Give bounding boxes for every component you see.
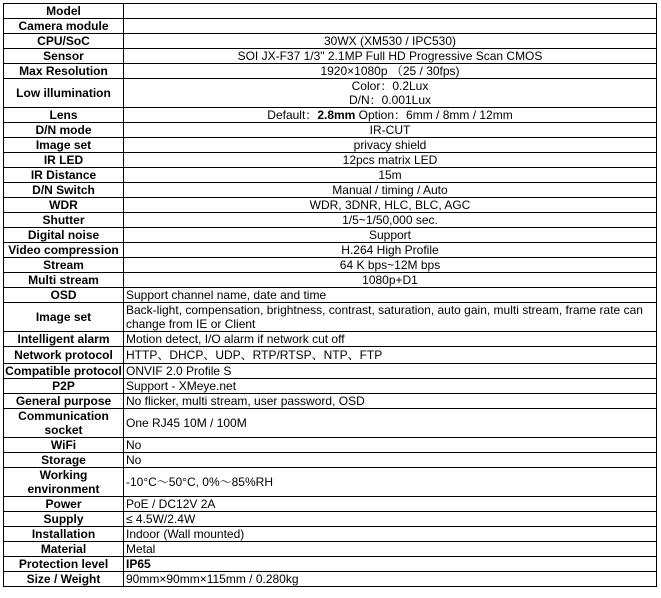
table-row-sensor	[4, 49, 657, 64]
table-row-network-protocol	[4, 347, 657, 364]
value-multi-stream: 1080p+D1	[124, 273, 657, 288]
label-multi-stream: Multi stream	[4, 273, 124, 288]
table-row-osd	[4, 288, 657, 303]
table-row-wifi	[4, 438, 657, 453]
label-osd: OSD	[4, 288, 124, 303]
value-lens-options: Option：6mm / 8mm / 12mm	[355, 108, 513, 122]
value-network-protocol: HTTP、DHCP、UDP、RTP/RTSP、NTP、FTP	[124, 347, 657, 364]
label-general-purpose: General purpose	[4, 394, 124, 409]
table-row-max-resolution	[4, 64, 657, 79]
label-power: Power	[4, 497, 124, 512]
value-stream: 64 K bps~12M bps	[124, 258, 657, 273]
table-row-p2p	[4, 379, 657, 394]
value-ir-led: 12pcs matrix LED	[124, 153, 657, 168]
label-intelligent-alarm: Intelligent alarm	[4, 332, 124, 347]
value-intelligent-alarm: Motion detect, I/O alarm if network cut off	[124, 332, 657, 347]
label-material: Material	[4, 542, 124, 557]
table-row-lens	[4, 108, 657, 123]
value-shutter: 1/5~1/50,000 sec.	[124, 213, 657, 228]
table-row-ir-led	[4, 153, 657, 168]
spec-table	[3, 3, 657, 587]
table-row-low-illumination	[4, 79, 657, 108]
value-supply: ≤ 4.5W/2.4W	[124, 512, 657, 527]
table-row-supply	[4, 512, 657, 527]
table-row-communication-socket	[4, 409, 657, 438]
table-row-dn-switch	[4, 183, 657, 198]
value-communication-socket: One RJ45 10M / 100M	[124, 409, 657, 438]
value-power: PoE / DC12V 2A	[124, 497, 657, 512]
label-model: Model	[4, 4, 124, 19]
table-row-video-compression	[4, 243, 657, 258]
value-wdr: WDR, 3DNR, HLC, BLC, AGC	[124, 198, 657, 213]
value-cpu: 30WX (XM530 / IPC530)	[124, 34, 657, 49]
label-supply: Supply	[4, 512, 124, 527]
label-network-protocol: Network protocol	[4, 347, 124, 364]
table-row-wdr	[4, 198, 657, 213]
label-digital-noise: Digital noise	[4, 228, 124, 243]
value-dn-switch: Manual / timing / Auto	[124, 183, 657, 198]
value-osd: Support channel name, date and time	[124, 288, 657, 303]
label-lens: Lens	[4, 108, 124, 123]
value-size-weight: 90mm×90mm×115mm / 0.280kg	[124, 572, 657, 587]
value-video-compression: H.264 High Profile	[124, 243, 657, 258]
label-installation: Installation	[4, 527, 124, 542]
table-row-multi-stream	[4, 273, 657, 288]
label-ir-distance: IR Distance	[4, 168, 124, 183]
label-dn-switch: D/N Switch	[4, 183, 124, 198]
label-max-resolution: Max Resolution	[4, 64, 124, 79]
value-compatible-protocol: ONVIF 2.0 Profile S	[124, 364, 657, 379]
value-storage: No	[124, 453, 657, 468]
value-lens	[124, 108, 657, 123]
table-row-image-set-2	[4, 303, 657, 332]
value-sensor: SOI JX-F37 1/3" 2.1MP Full HD Progressive Scan CMOS	[124, 49, 657, 64]
label-low-illumination: Low illumination	[4, 79, 124, 108]
table-row-model	[4, 4, 657, 19]
label-image-set-1: Image set	[4, 138, 124, 153]
table-row-shutter	[4, 213, 657, 228]
label-shutter: Shutter	[4, 213, 124, 228]
label-video-compression: Video compression	[4, 243, 124, 258]
value-digital-noise: Support	[124, 228, 657, 243]
value-dn-mode: IR-CUT	[124, 123, 657, 138]
table-row-camera-module	[4, 19, 657, 34]
value-lens-prefix: Default：	[267, 108, 318, 122]
value-model	[124, 4, 657, 19]
table-row-protection-level	[4, 557, 657, 572]
label-dn-mode: D/N mode	[4, 123, 124, 138]
value-low-illumination-color: Color：0.2Lux	[351, 79, 429, 93]
table-row-working-environment	[4, 468, 657, 497]
table-row-storage	[4, 453, 657, 468]
label-compatible-protocol: Compatible protocol	[5, 364, 122, 378]
table-row-installation	[4, 527, 657, 542]
label-protection-level: Protection level	[4, 557, 124, 572]
table-row-general-purpose	[4, 394, 657, 409]
label-working-environment: Working environment	[4, 468, 124, 497]
table-row-dn-mode	[4, 123, 657, 138]
value-protection-level	[124, 557, 657, 572]
label-cpu: CPU/SoC	[4, 34, 124, 49]
value-camera-module	[124, 19, 657, 34]
value-image-set-1: privacy shield	[124, 138, 657, 153]
label-ir-led: IR LED	[4, 153, 124, 168]
label-storage: Storage	[4, 453, 124, 468]
table-row-power	[4, 497, 657, 512]
table-row-image-set-1	[4, 138, 657, 153]
label-size-weight: Size / Weight	[4, 572, 124, 587]
value-max-resolution: 1920×1080p （25 / 30fps)	[124, 64, 657, 79]
label-wifi: WiFi	[4, 438, 124, 453]
value-lens-default: 2.8mm	[317, 108, 356, 122]
value-material: Metal	[124, 542, 657, 557]
value-ir-distance: 15m	[124, 168, 657, 183]
label-wdr: WDR	[4, 198, 124, 213]
table-row-digital-noise	[4, 228, 657, 243]
table-row-ir-distance	[4, 168, 657, 183]
value-general-purpose: No flicker, multi stream, user password, OSD	[124, 394, 657, 409]
value-working-environment: -10°C～50°C, 0%～85%RH	[124, 468, 657, 497]
label-camera-module: Camera module	[4, 19, 124, 34]
value-low-illumination	[124, 79, 657, 108]
value-image-set-2: Back-light, compensation, brightness, contrast, saturation, auto gain, multi stream, frame rate can change from IE or Client	[124, 303, 657, 332]
value-p2p: Support - XMeye.net	[124, 379, 657, 394]
table-row-intelligent-alarm	[4, 332, 657, 347]
label-stream: Stream	[4, 258, 124, 273]
value-protection-level-text: IP65	[126, 557, 151, 571]
value-installation: Indoor (Wall mounted)	[124, 527, 657, 542]
value-wifi: No	[124, 438, 657, 453]
table-row-compatible-protocol	[4, 364, 657, 379]
table-row-material	[4, 542, 657, 557]
table-row-size-weight	[4, 572, 657, 587]
value-low-illumination-dn: D/N：0.001Lux	[348, 93, 432, 107]
label-image-set-2: Image set	[4, 303, 124, 332]
label-sensor: Sensor	[4, 49, 124, 64]
table-row-cpu	[4, 34, 657, 49]
table-row-stream	[4, 258, 657, 273]
label-p2p: P2P	[4, 379, 124, 394]
label-communication-socket: Communication socket	[4, 409, 124, 438]
